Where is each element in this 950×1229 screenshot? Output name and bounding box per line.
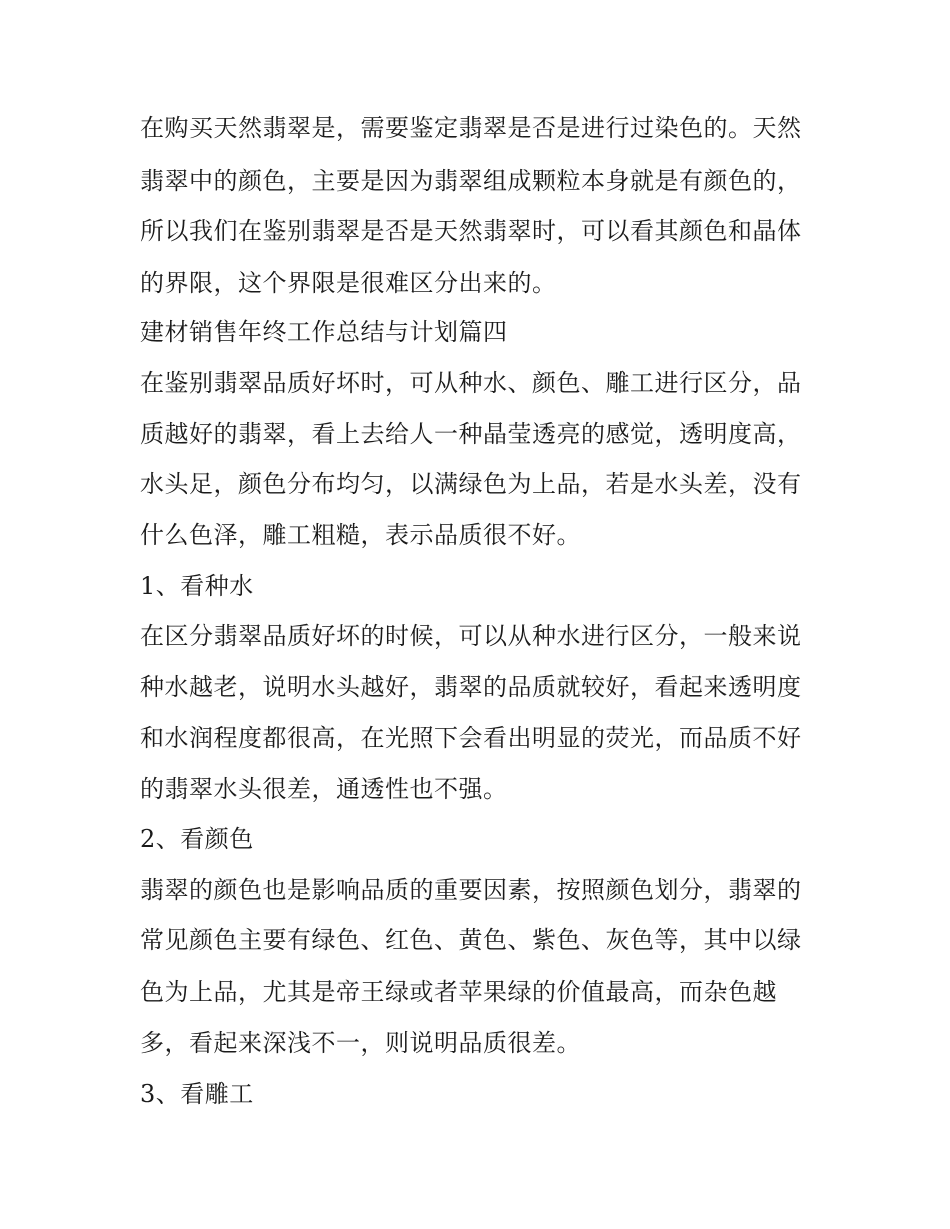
paragraph-line: 质越好的翡翠，看上去给人一种晶莹透亮的感觉，透明度高， — [140, 420, 802, 448]
paragraph-line: 的界限，这个界限是很难区分出来的。 — [140, 269, 557, 297]
paragraph-line: 水头足，颜色分布均匀，以满绿色为上品，若是水头差，没有 — [140, 470, 802, 498]
paragraph-line: 种水越老，说明水头越好，翡翠的品质就较好，看起来透明度 — [140, 673, 802, 701]
paragraph-line: 常见颜色主要有绿色、红色、黄色、紫色、灰色等，其中以绿 — [140, 926, 802, 954]
paragraph-line: 和水润程度都很高，在光照下会看出明显的荧光，而品质不好 — [140, 724, 802, 752]
subheading: 2、看颜色 — [140, 825, 254, 853]
paragraph-line: 的翡翠水头很差，通透性也不强。 — [140, 775, 508, 803]
paragraph-line: 什么色泽，雕工粗糙，表示品质很不好。 — [140, 521, 581, 549]
section-heading: 建材销售年终工作总结与计划篇四 — [140, 318, 508, 346]
paragraph-line: 在区分翡翠品质好坏的时候，可以从种水进行区分，一般来说 — [140, 622, 802, 650]
paragraph-line: 在购买天然翡翠是，需要鉴定翡翠是否是进行过染色的。天然 — [140, 114, 802, 142]
subheading: 3、看雕工 — [140, 1080, 254, 1108]
paragraph-line: 翡翠中的颜色，主要是因为翡翠组成颗粒本身就是有颜色的， — [140, 167, 802, 195]
paragraph-line: 所以我们在鉴别翡翠是否是天然翡翠时，可以看其颜色和晶体 — [140, 217, 802, 245]
paragraph-line: 在鉴别翡翠品质好坏时，可从种水、颜色、雕工进行区分，品 — [140, 369, 802, 397]
paragraph-line: 色为上品，尤其是帝王绿或者苹果绿的价值最高，而杂色越 — [140, 978, 777, 1006]
paragraph-line: 多，看起来深浅不一，则说明品质很差。 — [140, 1029, 581, 1057]
paragraph-line: 翡翠的颜色也是影响品质的重要因素，按照颜色划分，翡翠的 — [140, 876, 802, 904]
subheading: 1、看种水 — [140, 572, 254, 600]
